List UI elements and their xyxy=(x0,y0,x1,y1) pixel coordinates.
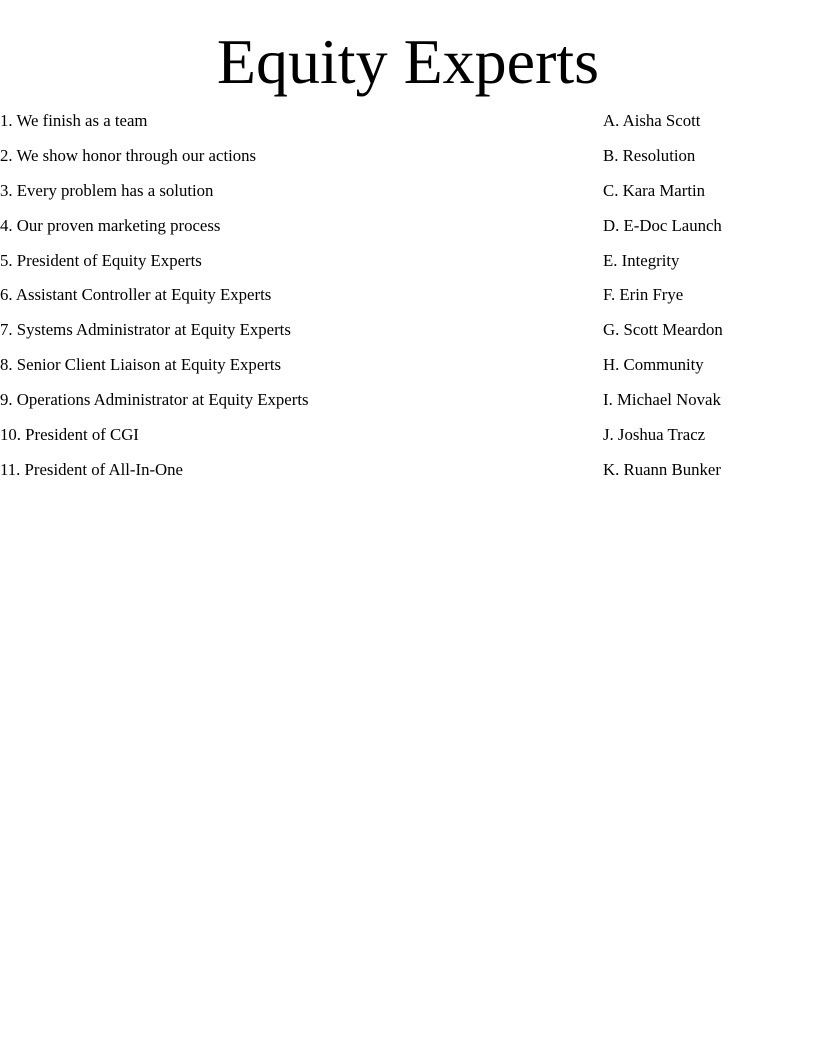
answer-item: I. Michael Novak xyxy=(603,390,721,410)
prompt-item: 3. Every problem has a solution xyxy=(0,180,214,200)
prompt-item: 10. President of CGI xyxy=(0,425,139,445)
prompt-item: 5. President of Equity Experts xyxy=(0,250,202,270)
prompt-item: 7. Systems Administrator at Equity Experts xyxy=(0,320,291,340)
answer-item: F. Erin Frye xyxy=(603,285,684,305)
prompt-item: 9. Operations Administrator at Equity Experts xyxy=(0,390,309,410)
answer-item: E. Integrity xyxy=(603,250,680,270)
answer-item: G. Scott Meardon xyxy=(603,320,723,340)
answer-item: H. Community xyxy=(603,355,704,375)
prompt-item: 8. Senior Client Liaison at Equity Experts xyxy=(0,355,282,375)
prompt-item: 2. We show honor through our actions xyxy=(0,145,257,165)
answer-item: B. Resolution xyxy=(603,145,696,165)
prompt-list xyxy=(0,104,309,488)
prompt-item: 11. President of All-In-One xyxy=(0,459,184,479)
answer-list xyxy=(603,104,723,488)
answer-item: A. Aisha Scott xyxy=(603,111,701,130)
answer-item: K. Ruann Bunker xyxy=(603,459,721,479)
prompt-item: 4. Our proven marketing process xyxy=(0,215,221,235)
prompt-item: 1. We finish as a team xyxy=(0,111,148,130)
prompt-item: 6. Assistant Controller at Equity Experts xyxy=(0,285,272,305)
answer-item: C. Kara Martin xyxy=(603,180,706,200)
page-title: Equity Experts xyxy=(216,26,600,97)
answer-item: J. Joshua Tracz xyxy=(603,425,706,445)
answer-item: D. E-Doc Launch xyxy=(603,215,722,235)
